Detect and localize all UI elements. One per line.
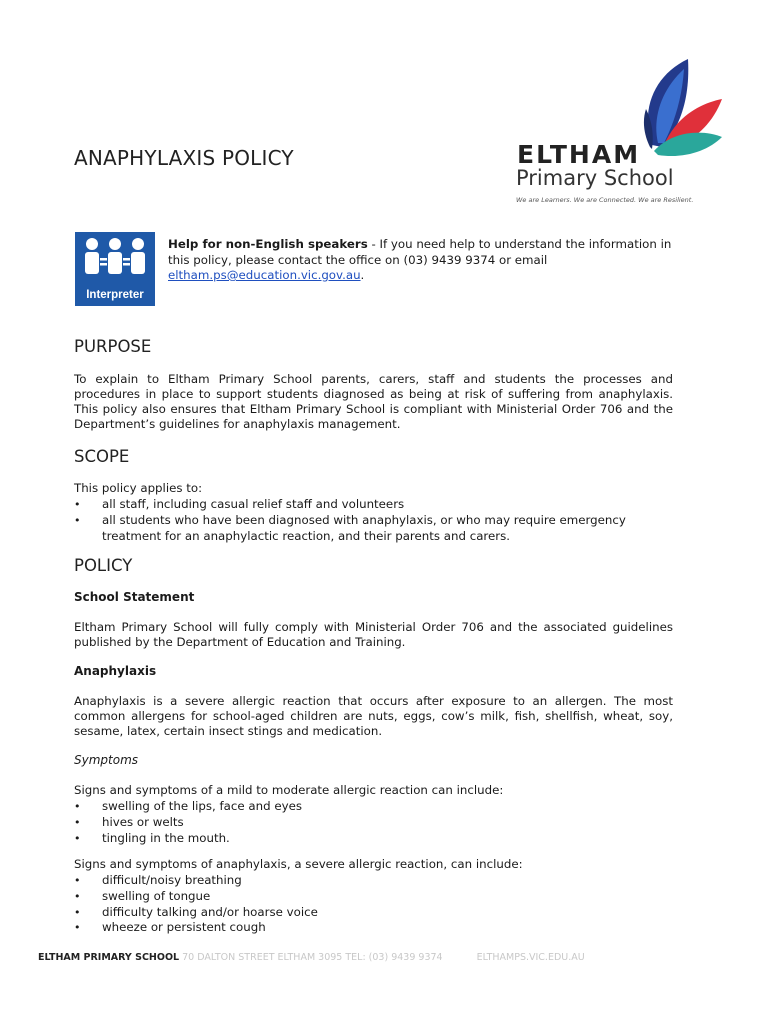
purpose-heading: PURPOSE (74, 337, 152, 356)
anaphylaxis-heading: Anaphylaxis (74, 664, 157, 678)
help-end: . (360, 268, 365, 282)
list-item: • swelling of the lips, face and eyes (74, 799, 674, 815)
page-footer (38, 952, 585, 963)
page-title: ANAPHYLAXIS POLICY (74, 146, 294, 170)
list-item: • swelling of tongue (74, 889, 674, 905)
school-statement-text: Eltham Primary School will fully comply with Ministerial Order 706 and the associated guidelines published by the Department of Education and Training. (74, 620, 673, 649)
footer-website: ELTHAMPS.VIC.EDU.AU (476, 952, 585, 963)
logo-motto: We are Learners. We are Connected. We are Resilient. (516, 196, 694, 204)
interpreter-people-icon (75, 232, 155, 282)
interpreter-icon (75, 232, 155, 306)
help-text (168, 237, 673, 284)
policy-heading: POLICY (74, 556, 133, 575)
list-item: • difficulty talking and/or hoarse voice (74, 905, 674, 921)
scope-list (74, 497, 674, 544)
purpose-text: To explain to Eltham Primary School parents, carers, staff and students the processes and procedures in place to support students diagnosed as being at risk of suffering from anaphylaxis. This policy also ensures that Eltham Primary School is compliant with Ministerial Order 706 and the Department’s guidelines for anaphylaxis management. (74, 372, 673, 431)
scope-intro: This policy applies to: (74, 481, 203, 495)
interpreter-label: Interpreter (86, 289, 144, 301)
severe-symptoms-intro: Signs and symptoms of anaphylaxis, a severe allergic reaction, can include: (74, 857, 523, 871)
footer-address: 70 DALTON STREET ELTHAM 3095 TEL: (03) 9439 9374 (179, 952, 443, 963)
list-item: • all staff, including casual relief staff and volunteers (74, 497, 674, 513)
severe-symptoms-list (74, 873, 674, 936)
logo-name: ELTHAM (517, 140, 641, 169)
logo-subtitle: Primary School (516, 166, 674, 190)
list-item: • difficult/noisy breathing (74, 873, 674, 889)
help-email-link[interactable]: eltham.ps@education.vic.gov.au (168, 268, 361, 282)
help-body: - If you need help to understand the information in this policy, please contact the office on (03) 9439 9374 or email (168, 237, 672, 267)
scope-heading: SCOPE (74, 447, 130, 466)
mild-symptoms-list (74, 799, 674, 846)
help-lead: Help for non-English speakers (168, 237, 368, 251)
school-statement-heading: School Statement (74, 590, 195, 604)
anaphylaxis-text: Anaphylaxis is a severe allergic reaction that occurs after exposure to an allergen. The most common allergens for school-aged children are nuts, eggs, cow’s milk, fish, shellfish, wheat, soy, sesame, latex, certain insect stings and medication. (74, 694, 673, 738)
mild-symptoms-intro: Signs and symptoms of a mild to moderate allergic reaction can include: (74, 783, 504, 797)
list-item: • tingling in the mouth. (74, 831, 674, 847)
list-item: • wheeze or persistent cough (74, 920, 674, 936)
list-item: • hives or welts (74, 815, 674, 831)
list-item: • all students who have been diagnosed with anaphylaxis, or who may require emergency treatment for an anaphylactic reaction, and their parents and carers. (74, 513, 674, 545)
footer-school-name: ELTHAM PRIMARY SCHOOL (38, 952, 180, 963)
symptoms-heading: Symptoms (74, 753, 139, 767)
